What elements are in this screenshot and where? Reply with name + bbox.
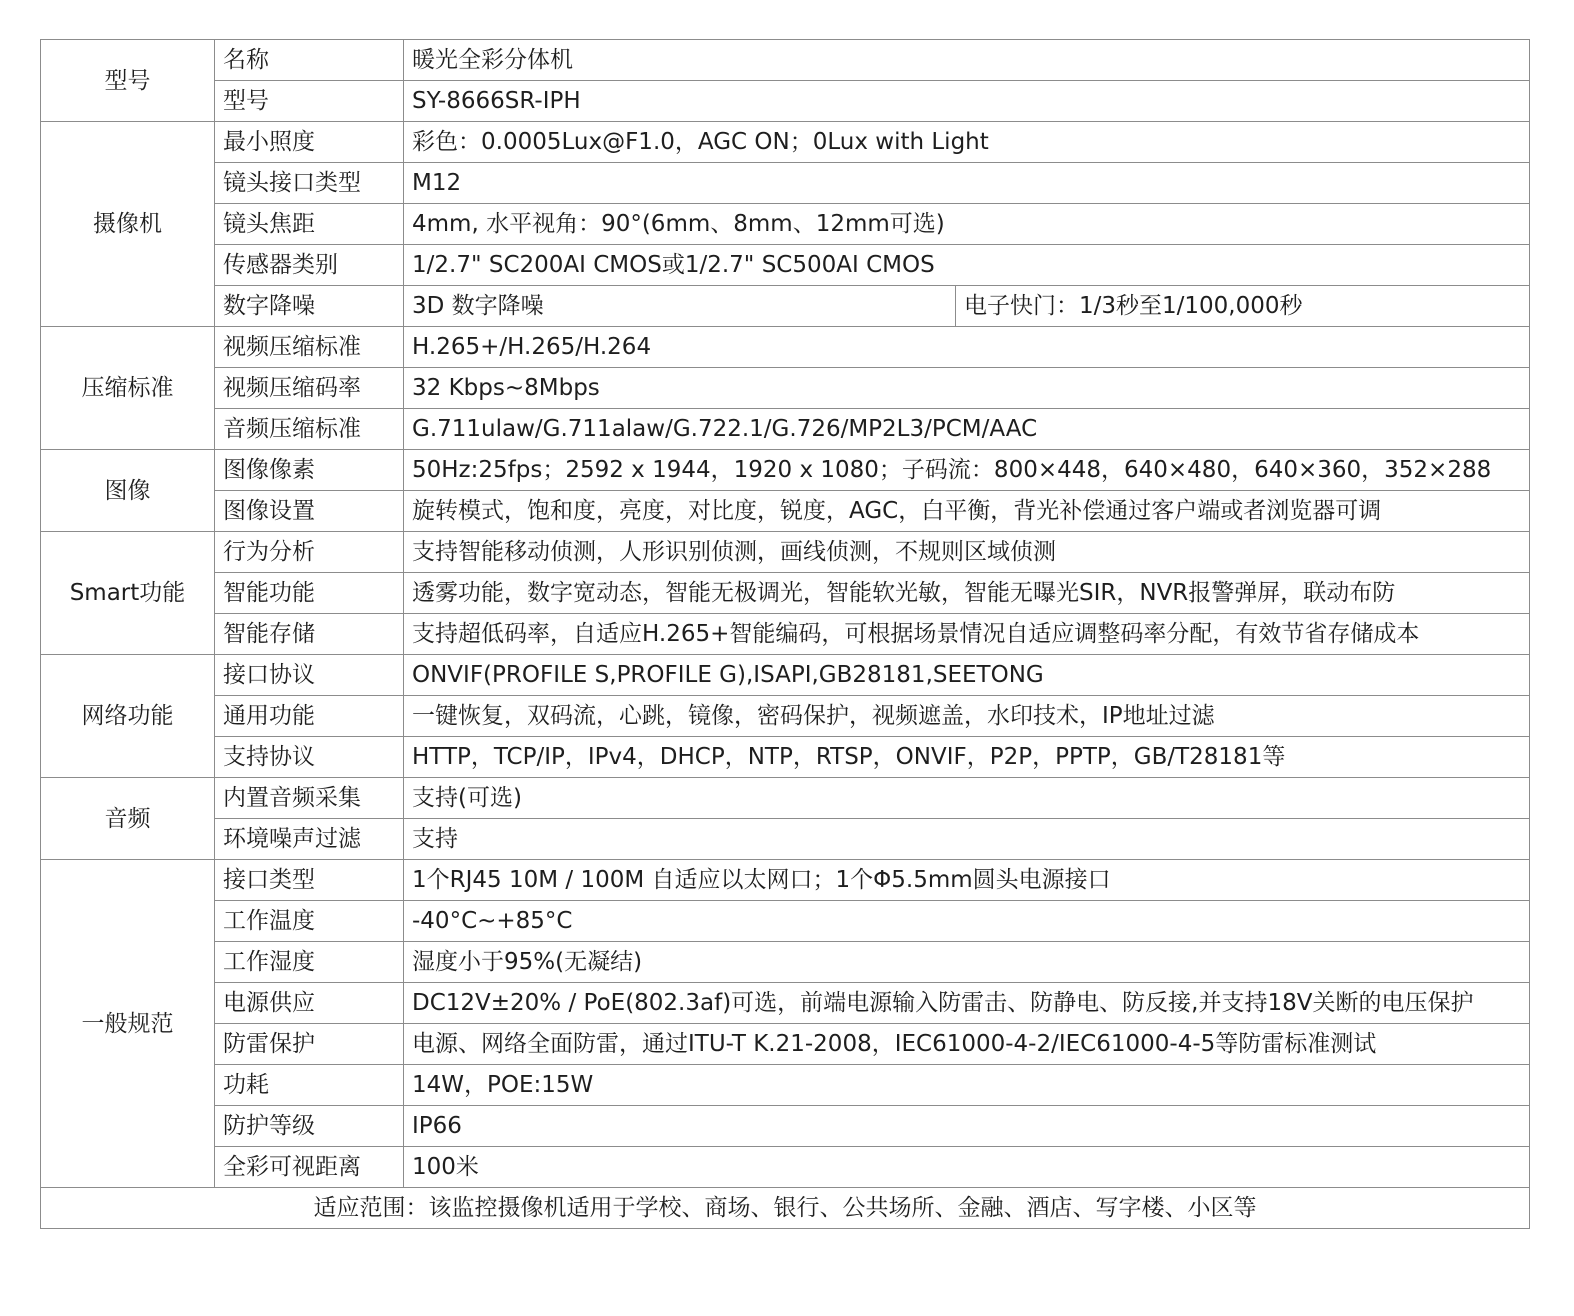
application-scope-note: 适应范围：该监控摄像机适用于学校、商场、银行、公共场所、金融、酒店、写字楼、小区等: [41, 1188, 1530, 1229]
table-row: [41, 983, 1530, 1024]
spec-name: 传感器类别: [215, 245, 404, 286]
spec-name: 工作温度: [215, 901, 404, 942]
spec-value: 电源、网络全面防雷，通过ITU-T K.21-2008，IEC61000-4-2/IEC61000-4-5等防雷标准测试: [404, 1024, 1530, 1065]
spec-name: 视频压缩标准: [215, 327, 404, 368]
spec-name: 镜头焦距: [215, 204, 404, 245]
section-category: 一般规范: [41, 860, 215, 1188]
spec-table-body: [41, 40, 1530, 1229]
spec-name: 通用功能: [215, 696, 404, 737]
spec-name: 功耗: [215, 1065, 404, 1106]
table-row: [41, 368, 1530, 409]
table-row: [41, 532, 1530, 573]
spec-name: 接口协议: [215, 655, 404, 696]
table-row: [41, 1024, 1530, 1065]
spec-name: 音频压缩标准: [215, 409, 404, 450]
table-row: [41, 778, 1530, 819]
table-row: [41, 81, 1530, 122]
section-category: 网络功能: [41, 655, 215, 778]
spec-name: 智能存储: [215, 614, 404, 655]
spec-value: 50Hz:25fps；2592 x 1944，1920 x 1080；子码流：800×448，640×480，640×360，352×288: [404, 450, 1530, 491]
spec-name: 视频压缩码率: [215, 368, 404, 409]
table-row: [41, 1065, 1530, 1106]
spec-value: 3D 数字降噪: [404, 286, 956, 327]
table-row: [41, 819, 1530, 860]
table-row: [41, 860, 1530, 901]
spec-name: 行为分析: [215, 532, 404, 573]
table-row: [41, 450, 1530, 491]
spec-name: 镜头接口类型: [215, 163, 404, 204]
spec-table: [40, 39, 1530, 1229]
table-row: [41, 1106, 1530, 1147]
spec-value: 透雾功能，数字宽动态，智能无极调光，智能软光敏，智能无曝光SIR，NVR报警弹屏，联动布防: [404, 573, 1530, 614]
spec-value: 1/2.7" SC200AI CMOS或1/2.7" SC500AI CMOS: [404, 245, 1530, 286]
section-category: 型号: [41, 40, 215, 122]
section-category: Smart功能: [41, 532, 215, 655]
spec-value: 支持: [404, 819, 1530, 860]
spec-name: 最小照度: [215, 122, 404, 163]
section-category: 压缩标准: [41, 327, 215, 450]
spec-value: 支持超低码率，自适应H.265+智能编码，可根据场景情况自适应调整码率分配，有效节省存储成本: [404, 614, 1530, 655]
table-row: [41, 737, 1530, 778]
spec-name: 支持协议: [215, 737, 404, 778]
spec-value: 100米: [404, 1147, 1530, 1188]
spec-name: 电源供应: [215, 983, 404, 1024]
spec-value: 一键恢复，双码流，心跳，镜像，密码保护，视频遮盖，水印技术，IP地址过滤: [404, 696, 1530, 737]
spec-name: 内置音频采集: [215, 778, 404, 819]
spec-name: 防护等级: [215, 1106, 404, 1147]
spec-value: -40°C~+85°C: [404, 901, 1530, 942]
table-row: [41, 204, 1530, 245]
spec-name: 智能功能: [215, 573, 404, 614]
section-category: 图像: [41, 450, 215, 532]
spec-value: 湿度小于95%(无凝结): [404, 942, 1530, 983]
spec-name: 全彩可视距离: [215, 1147, 404, 1188]
spec-value: 14W，POE:15W: [404, 1065, 1530, 1106]
spec-name: 接口类型: [215, 860, 404, 901]
section-category: 音频: [41, 778, 215, 860]
table-row: [41, 942, 1530, 983]
spec-value: 旋转模式，饱和度，亮度，对比度，锐度，AGC，白平衡，背光补偿通过客户端或者浏览器可调: [404, 491, 1530, 532]
spec-value: G.711ulaw/G.711alaw/G.722.1/G.726/MP2L3/PCM/AAC: [404, 409, 1530, 450]
spec-name: 图像像素: [215, 450, 404, 491]
spec-value: H.265+/H.265/H.264: [404, 327, 1530, 368]
spec-extra-value: 电子快门：1/3秒至1/100,000秒: [956, 286, 1530, 327]
spec-value: 彩色：0.0005Lux@F1.0，AGC ON；0Lux with Light: [404, 122, 1530, 163]
spec-value: 1个RJ45 10M / 100M 自适应以太网口；1个Φ5.5mm圆头电源接口: [404, 860, 1530, 901]
spec-name: 工作湿度: [215, 942, 404, 983]
table-row: [41, 696, 1530, 737]
spec-value: SY-8666SR-IPH: [404, 81, 1530, 122]
table-row: [41, 122, 1530, 163]
spec-value: ONVIF(PROFILE S,PROFILE G),ISAPI,GB28181,SEETONG: [404, 655, 1530, 696]
footer-row: [41, 1188, 1530, 1229]
table-row: [41, 655, 1530, 696]
spec-name: 防雷保护: [215, 1024, 404, 1065]
table-row: [41, 573, 1530, 614]
table-row: [41, 901, 1530, 942]
section-category: 摄像机: [41, 122, 215, 327]
spec-value: M12: [404, 163, 1530, 204]
spec-value: IP66: [404, 1106, 1530, 1147]
table-row: [41, 245, 1530, 286]
table-row: [41, 1147, 1530, 1188]
spec-value: 支持(可选): [404, 778, 1530, 819]
spec-name: 名称: [215, 40, 404, 81]
spec-value: 4mm, 水平视角：90°(6mm、8mm、12mm可选): [404, 204, 1530, 245]
spec-value: HTTP，TCP/IP，IPv4，DHCP，NTP，RTSP，ONVIF，P2P，PPTP，GB/T28181等: [404, 737, 1530, 778]
spec-name: 环境噪声过滤: [215, 819, 404, 860]
table-row: [41, 163, 1530, 204]
table-row: [41, 40, 1530, 81]
spec-value: DC12V±20% / PoE(802.3af)可选，前端电源输入防雷击、防静电、防反接,并支持18V关断的电压保护: [404, 983, 1530, 1024]
spec-value: 支持智能移动侦测，人形识别侦测，画线侦测，不规则区域侦测: [404, 532, 1530, 573]
table-row: [41, 286, 1530, 327]
table-row: [41, 409, 1530, 450]
spec-value: 暖光全彩分体机: [404, 40, 1530, 81]
spec-value: 32 Kbps~8Mbps: [404, 368, 1530, 409]
spec-name: 型号: [215, 81, 404, 122]
table-row: [41, 491, 1530, 532]
spec-name: 图像设置: [215, 491, 404, 532]
table-row: [41, 614, 1530, 655]
spec-name: 数字降噪: [215, 286, 404, 327]
table-row: [41, 327, 1530, 368]
